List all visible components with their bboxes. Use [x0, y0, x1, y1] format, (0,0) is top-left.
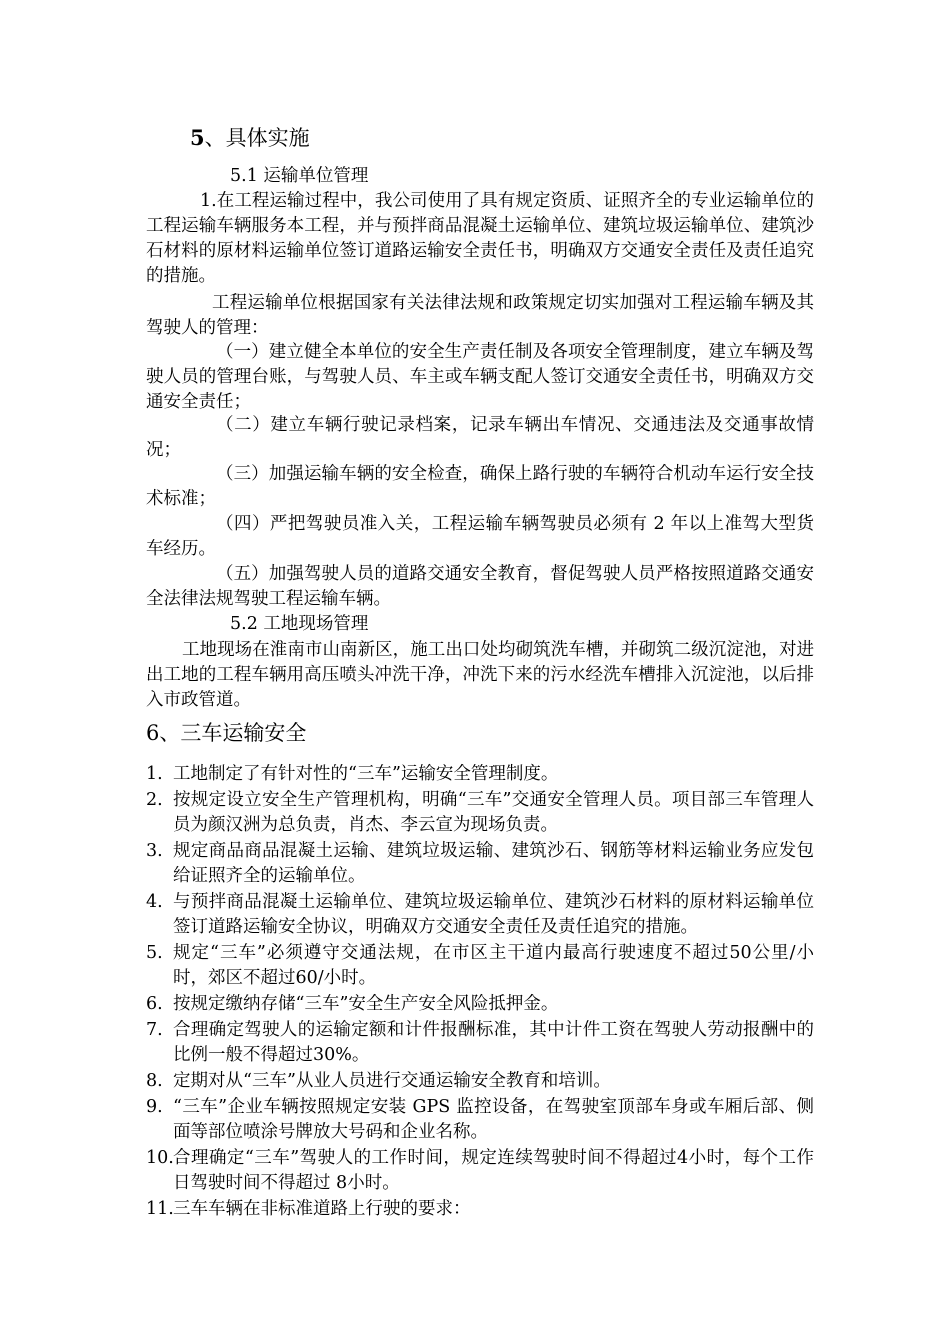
- list-item: [146, 1095, 814, 1145]
- list-item: [146, 1018, 814, 1068]
- list-item: [146, 890, 814, 940]
- section-5-heading: [190, 124, 310, 152]
- list-item-number: 3.: [146, 841, 163, 861]
- list-item-number: 6.: [146, 994, 163, 1014]
- list-item-text: 按规定设立安全生产管理机构，明确“三车”交通安全管理人员。项目部三车管理人员为颜汉洲为总负责，肖杰、李云宣为现场负责。: [173, 790, 814, 835]
- subsection-5-2-heading: 5.2 工地现场管理: [230, 614, 369, 634]
- management-item-2: （二）建立车辆行驶记录档案，记录车辆出车情况、交通违法及交通事故情况；: [146, 415, 814, 460]
- list-item: [146, 941, 814, 991]
- section-6-heading: 6、三车运输安全: [146, 721, 307, 745]
- list-item-number: 1.: [146, 764, 163, 784]
- list-item-number: 11.: [146, 1199, 174, 1219]
- list-item-text: 合理确定驾驶人的运输定额和计件报酬标准，其中计件工资在驾驶人劳动报酬中的比例一般不得超过30%。: [173, 1020, 814, 1065]
- list-item-number: 10.: [146, 1148, 174, 1168]
- management-item-4: （四）严把驾驶员准入关，工程运输车辆驾驶员必须有 2 年以上准驾大型货车经历。: [146, 514, 814, 559]
- subsection-5-1-heading: 5.1 运输单位管理: [230, 166, 369, 186]
- list-item-number: 7.: [146, 1020, 163, 1040]
- management-item-1: （一）建立健全本单位的安全生产责任制及各项安全管理制度，建立车辆及驾驶人员的管理台账，与驾驶人员、车主或车辆支配人签订交通安全责任书，明确双方交通安全责任；: [146, 342, 814, 412]
- section-5-number: 5: [190, 125, 205, 150]
- section-6-list: [146, 762, 814, 1223]
- list-item-number: 8.: [146, 1071, 163, 1091]
- list-item: [146, 788, 814, 838]
- list-item-number: 2.: [146, 790, 163, 810]
- paragraph-5-1-management: 工程运输单位根据国家有关法律法规和政策规定切实加强对工程运输车辆及其驾驶人的管理：: [146, 293, 814, 338]
- section-5-title: 、具体实施: [204, 126, 310, 150]
- list-item-text: 按规定缴纳存储“三车”安全生产安全风险抵押金。: [173, 994, 559, 1014]
- paragraph-5-2-site: 工地现场在淮南市山南新区，施工出口处均砌筑洗车槽，并砌筑二级沉淀池，对进出工地的工程车辆用高压喷头冲洗干净，冲洗下来的污水经洗车槽排入沉淀池，以后排入市政管道。: [146, 640, 814, 710]
- list-item: [146, 762, 814, 787]
- list-item-text: 规定商品商品混凝土运输、建筑垃圾运输、建筑沙石、钢筋等材料运输业务应发包给证照齐全的运输单位。: [173, 841, 814, 886]
- list-item: [146, 1069, 814, 1094]
- list-item: [146, 839, 814, 889]
- list-item: [146, 1197, 814, 1222]
- list-item-number: 4.: [146, 892, 163, 912]
- list-item-text: 工地制定了有针对性的“三车”运输安全管理制度。: [173, 764, 559, 784]
- list-item-text: 合理确定“三车”驾驶人的工作时间，规定连续驾驶时间不得超过4小时，每个工作日驾驶时间不得超过 8小时。: [173, 1148, 814, 1193]
- paragraph-5-1-intro: 1.在工程运输过程中，我公司使用了具有规定资质、证照齐全的专业运输单位的工程运输车辆服务本工程，并与预拌商品混凝土运输单位、建筑垃圾运输单位、建筑沙石材料的原材料运输单位签订道路运输安全责任书，明确双方交通安全责任及责任追究的措施。: [146, 191, 814, 286]
- management-item-5: （五）加强驾驶人员的道路交通安全教育，督促驾驶人员严格按照道路交通安全法律法规驾驶工程运输车辆。: [146, 564, 814, 609]
- list-item-text: 三车车辆在非标准道路上行驶的要求：: [173, 1199, 471, 1219]
- list-item-text: 与预拌商品混凝土运输单位、建筑垃圾运输单位、建筑沙石材料的原材料运输单位签订道路运输安全协议，明确双方交通安全责任及责任追究的措施。: [173, 892, 814, 937]
- list-item: [146, 1146, 814, 1196]
- list-item-text: 规定“三车”必须遵守交通法规，在市区主干道内最高行驶速度不超过50公里/小时，郊区不超过60/小时。: [173, 943, 814, 988]
- list-item: [146, 992, 814, 1017]
- list-item-number: 9.: [146, 1097, 163, 1117]
- list-item-text: “三车”企业车辆按照规定安装 GPS 监控设备，在驾驶室顶部车身或车厢后部、侧面等部位喷涂号牌放大号码和企业名称。: [173, 1097, 814, 1142]
- management-item-3: （三）加强运输车辆的安全检查，确保上路行驶的车辆符合机动车运行安全技术标准；: [146, 464, 814, 509]
- list-item-number: 5.: [146, 943, 163, 963]
- list-item-text: 定期对从“三车”从业人员进行交通运输安全教育和培训。: [173, 1071, 611, 1091]
